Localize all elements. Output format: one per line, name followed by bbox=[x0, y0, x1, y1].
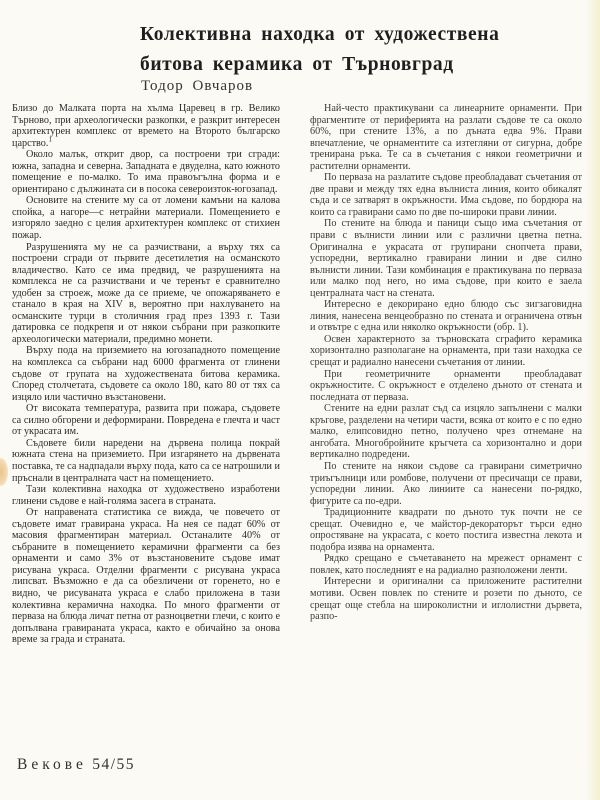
paragraph: Върху пода на приземието на югозападното помещение на комплекса са събрани над 6000 фрагмента от глинени съдове от групата на художествената битова керамика. Според столчетата, съдовете са около 180, като 80 от тях са изцяло или частично възстановени. bbox=[12, 345, 280, 403]
paragraph: Рядко срещано е съчетаването на мрежест орнамент с повлек, като последният е на радиално разположени ленти. bbox=[310, 553, 582, 576]
paragraph: Тази колективна находка от художествено изработени глинени съдове е най-голяма засега в страната. bbox=[12, 484, 280, 507]
page-edge-shadow bbox=[586, 0, 600, 800]
paragraph: По стените на блюда и паници също има съчетания от прави с вълнисти линии или с различни цветна петна. Оригинална е украсата от групирани снопчета прави, успоредни, вертикално гравирани линии и две силно вълнисти линии. Тази комбинация е практикувана по перваза или малко под него, но има съдове, при които е заела централната част на стената. bbox=[310, 218, 582, 299]
paragraph: Съдовете били наредени на дървена полица покрай южната стена на приземието. При изгарянето на дървената поставка, те са надпадали върху пода, като са се натрошили и пръснали в централната част на помещението. bbox=[12, 437, 280, 484]
paragraph: Основите на стените му са от ломени камъни на калова спойка, а нагоре—с нетрайни материали. Помещението е изгоряло заедно с целия архитектурен комплекс от стихиен пожар. bbox=[12, 195, 280, 242]
paragraph bbox=[12, 103, 280, 149]
paragraph: Освен характерното за търновската сграфито керамика хоризонтално разполагане на орнамента, при тази находка се срещат и радиално нанесени съчетания от линии. bbox=[310, 333, 582, 369]
issue-number: 54/55 bbox=[92, 756, 136, 773]
paragraph: Интересно е декорирано едно блюдо със зигзаговидна линия, нанесена венцеобразно по стената и ограничена отвън и отвътре с една или няколко окръжности (обр. 1). bbox=[310, 299, 582, 334]
paragraph: Разрушенията му не са разчиствани, а върху тях са построени сгради от първите десетилетия на османското владичество. Като се има предвид, че разрушенията на комплекса не са разчиствани и че теренът е сравнително удобен за строеж, може да се приеме, че опожаряването е станало в края на XIV в, вероятно при нахлуването на османските турци в столичния град през 1393 г. Тази датировка се подкрепя и от някои събрани при разкопките археологически материали, предимно монети. bbox=[12, 241, 280, 345]
paragraph: Стените на едни разлат съд са изцяло запълнени с малки кръгове, разделени на четири части, всяка от които е с по едно малко, елипсовидно петно, получено чрез отнемане на ангобата. Многобройните кръгчета са хоризонтално и дори вертикално подредени. bbox=[310, 403, 582, 461]
paragraph: От високата температура, развита при пожара, съдовете са силно обгорени и деформирани. Повредена е глечта и част от украсата им. bbox=[12, 403, 280, 438]
paragraph: Около малък, открит двор, са построени три сгради: южна, западна и северна. Западната е двуделна, като южното помещение е по-малко. То има правоъгълна форма и е ориентирано с дължината си в посока североизток-югозапад. bbox=[12, 149, 280, 195]
footnote-marker: 1 bbox=[48, 135, 52, 144]
paragraph: Най-често практикувани са линеарните орнаменти. При фрагментите от периферията на разлати съдове те са около 60%, при стените 13%, а по дъната едва 9%. Прави впечатление, че орнаментите са изтегляни от сигурна, добре тренирана ръка. Те са в съчетания с някои геометрични и растителни орнаменти. bbox=[310, 103, 582, 172]
page-footer bbox=[17, 756, 135, 774]
magazine-name: Векове bbox=[17, 756, 87, 773]
paragraph: По стените на някои съдове са гравирани симетрично триъгълници или ромбове, получени от пресичащи се прави, успоредни линии. Ако линиите са нанесени по-рядко, фигурите са по-едри. bbox=[310, 460, 582, 507]
article-title: Колективна находка от художествена битова керамика от Търновград bbox=[140, 24, 500, 75]
paragraph: От направената статистика се вижда, че повечето от съдовете имат гравирана украса. На нея се падат 60% от масовия фрагментиран материал. Останалите 40% от събраните в помещението керамични фрагменти са без орнаменти и само 3% от възстановените съдове имат рисувана украса. Отделни фрагменти с рисувана украса липсват. Възможно е да са обезличени от горенето, но е видно, че рисуваната украса е слабо приложена в тази колективна керамична находка. По много фрагменти от перваза на блюда личат петна от разноцветни глечи, с които е допълвана гравираната украса, както е обичайно за онова време за града и страната. bbox=[12, 507, 280, 646]
paragraph: При геометричните орнаменти преобладават окръжностите. С окръжност е отделено дъното от стената и последната от перваза. bbox=[310, 368, 582, 403]
paragraph: Интересни и оригинални са приложените растителни мотиви. Освен повлек по стените и розети по дъното, се срещат още стебла на широколистни и иглолистни дървета, разпо- bbox=[310, 576, 582, 623]
left-column bbox=[12, 103, 280, 646]
paper-stain bbox=[0, 458, 8, 486]
right-column bbox=[310, 103, 582, 623]
article-author: Тодор Овчаров bbox=[141, 78, 254, 94]
paragraph: Традиционните квадрати по дъното тук почти не се срещат. Очевидно е, че майстор-декораторът търси едно опростяване на украсата, с което постига известна лекота и подобра изява на орнамента. bbox=[310, 507, 582, 553]
paragraph: По перваза на разлатите съдове преобладават съчетания от две прави и между тях една вълниста линия, които обикалят съда и се затварят в окръжности. Има съдове, по бордюра на които са гравирани само по две по-широки прави линии. bbox=[310, 172, 582, 218]
paragraph-text: Близо до Малката порта на хълма Царевец в гр. Велико Търново, при археологически разкопки, е разкрит интересен архитектурен комплекс от времето на Второто българско царство. bbox=[12, 103, 280, 149]
